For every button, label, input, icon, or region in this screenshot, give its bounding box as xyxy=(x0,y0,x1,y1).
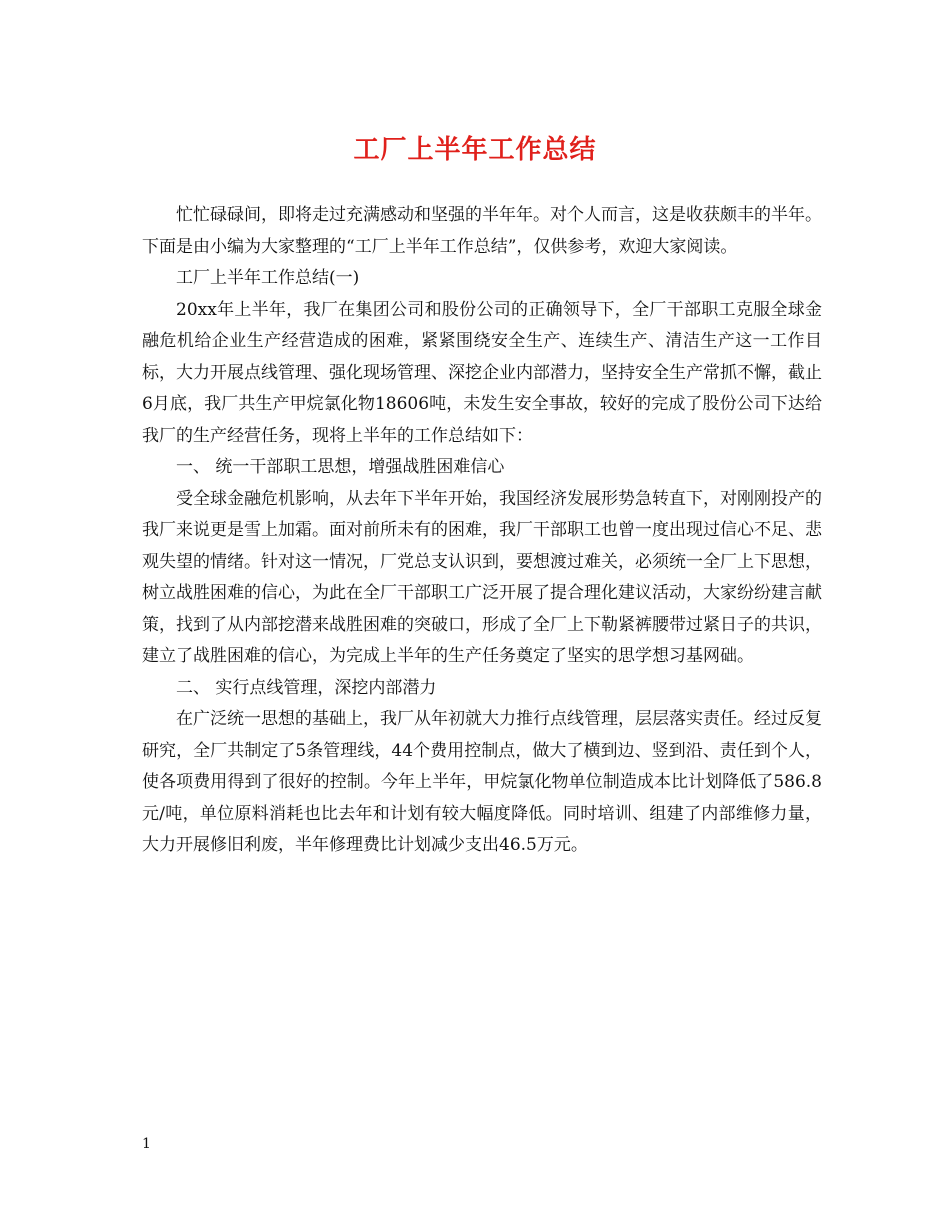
section-heading-one: 一、 统一干部职工思想，增强战胜困难信心 xyxy=(176,457,505,477)
overview-paragraph: 20xx年上半年，我厂在集团公司和股份公司的正确领导下，全厂干部职工克服全球金融危机给企业生产经营造成的困难，紧紧围绕安全生产、连续生产、清洁生产这一工作目标，大力开展点线管理、强化现场管理、深挖企业内部潜力，坚持安全生产常抓不懈，截止6月底，我厂共生产甲烷氯化物18606吨，未发生安全事故，较好的完成了股份公司下达给我厂的生产经营任务，现将上半年的工作总结如下： xyxy=(142,299,822,446)
intro-paragraph: 忙忙碌碌间，即将走过充满感动和坚强的半年年。对个人而言，这是收获颇丰的半年。下面是由小编为大家整理的“工厂上半年工作总结”，仅供参考，欢迎大家阅读。 xyxy=(142,205,822,257)
document-title: 工厂上半年工作总结 xyxy=(353,135,597,165)
page-number: 1 xyxy=(142,1136,151,1152)
section-heading-two: 二、 实行点线管理，深挖内部潜力 xyxy=(176,677,437,698)
document-body xyxy=(142,200,822,862)
section-two-paragraph: 在广泛统一思想的基础上，我厂从年初就大力推行点线管理，层层落实责任。经过反复研究，全厂共制定了5条管理线，44个费用控制点，做大了横到边、竖到沿、责任到个人，使各项费用得到了很好的控制。今年上半年，甲烷氯化物单位制造成本比计划降低了586.8元/吨，单位原料消耗也比去年和计划有较大幅度降低。同时培训、组建了内部维修力量，大力开展修旧利废，半年修理费比计划减少支出46.5万元。 xyxy=(142,709,822,855)
section-heading-summary-one: 工厂上半年工作总结(一) xyxy=(176,268,360,288)
section-one-paragraph: 受全球金融危机影响，从去年下半年开始，我国经济发展形势急转直下，对刚刚投产的我厂来说更是雪上加霜。面对前所未有的困难，我厂干部职工也曾一度出现过信心不足、悲观失望的情绪。针对这一情况，厂党总支认识到，要想渡过难关，必须统一全厂上下思想，树立战胜困难的信心，为此在全厂干部职工广泛开展了提合理化建议活动，大家纷纷建言献策，找到了从内部挖潜来战胜困难的突破口，形成了全厂上下勒紧裤腰带过紧日子的共识，建立了战胜困难的信心，为完成上半年的生产任务奠定了坚实的思学想习基网础。 xyxy=(142,488,822,666)
